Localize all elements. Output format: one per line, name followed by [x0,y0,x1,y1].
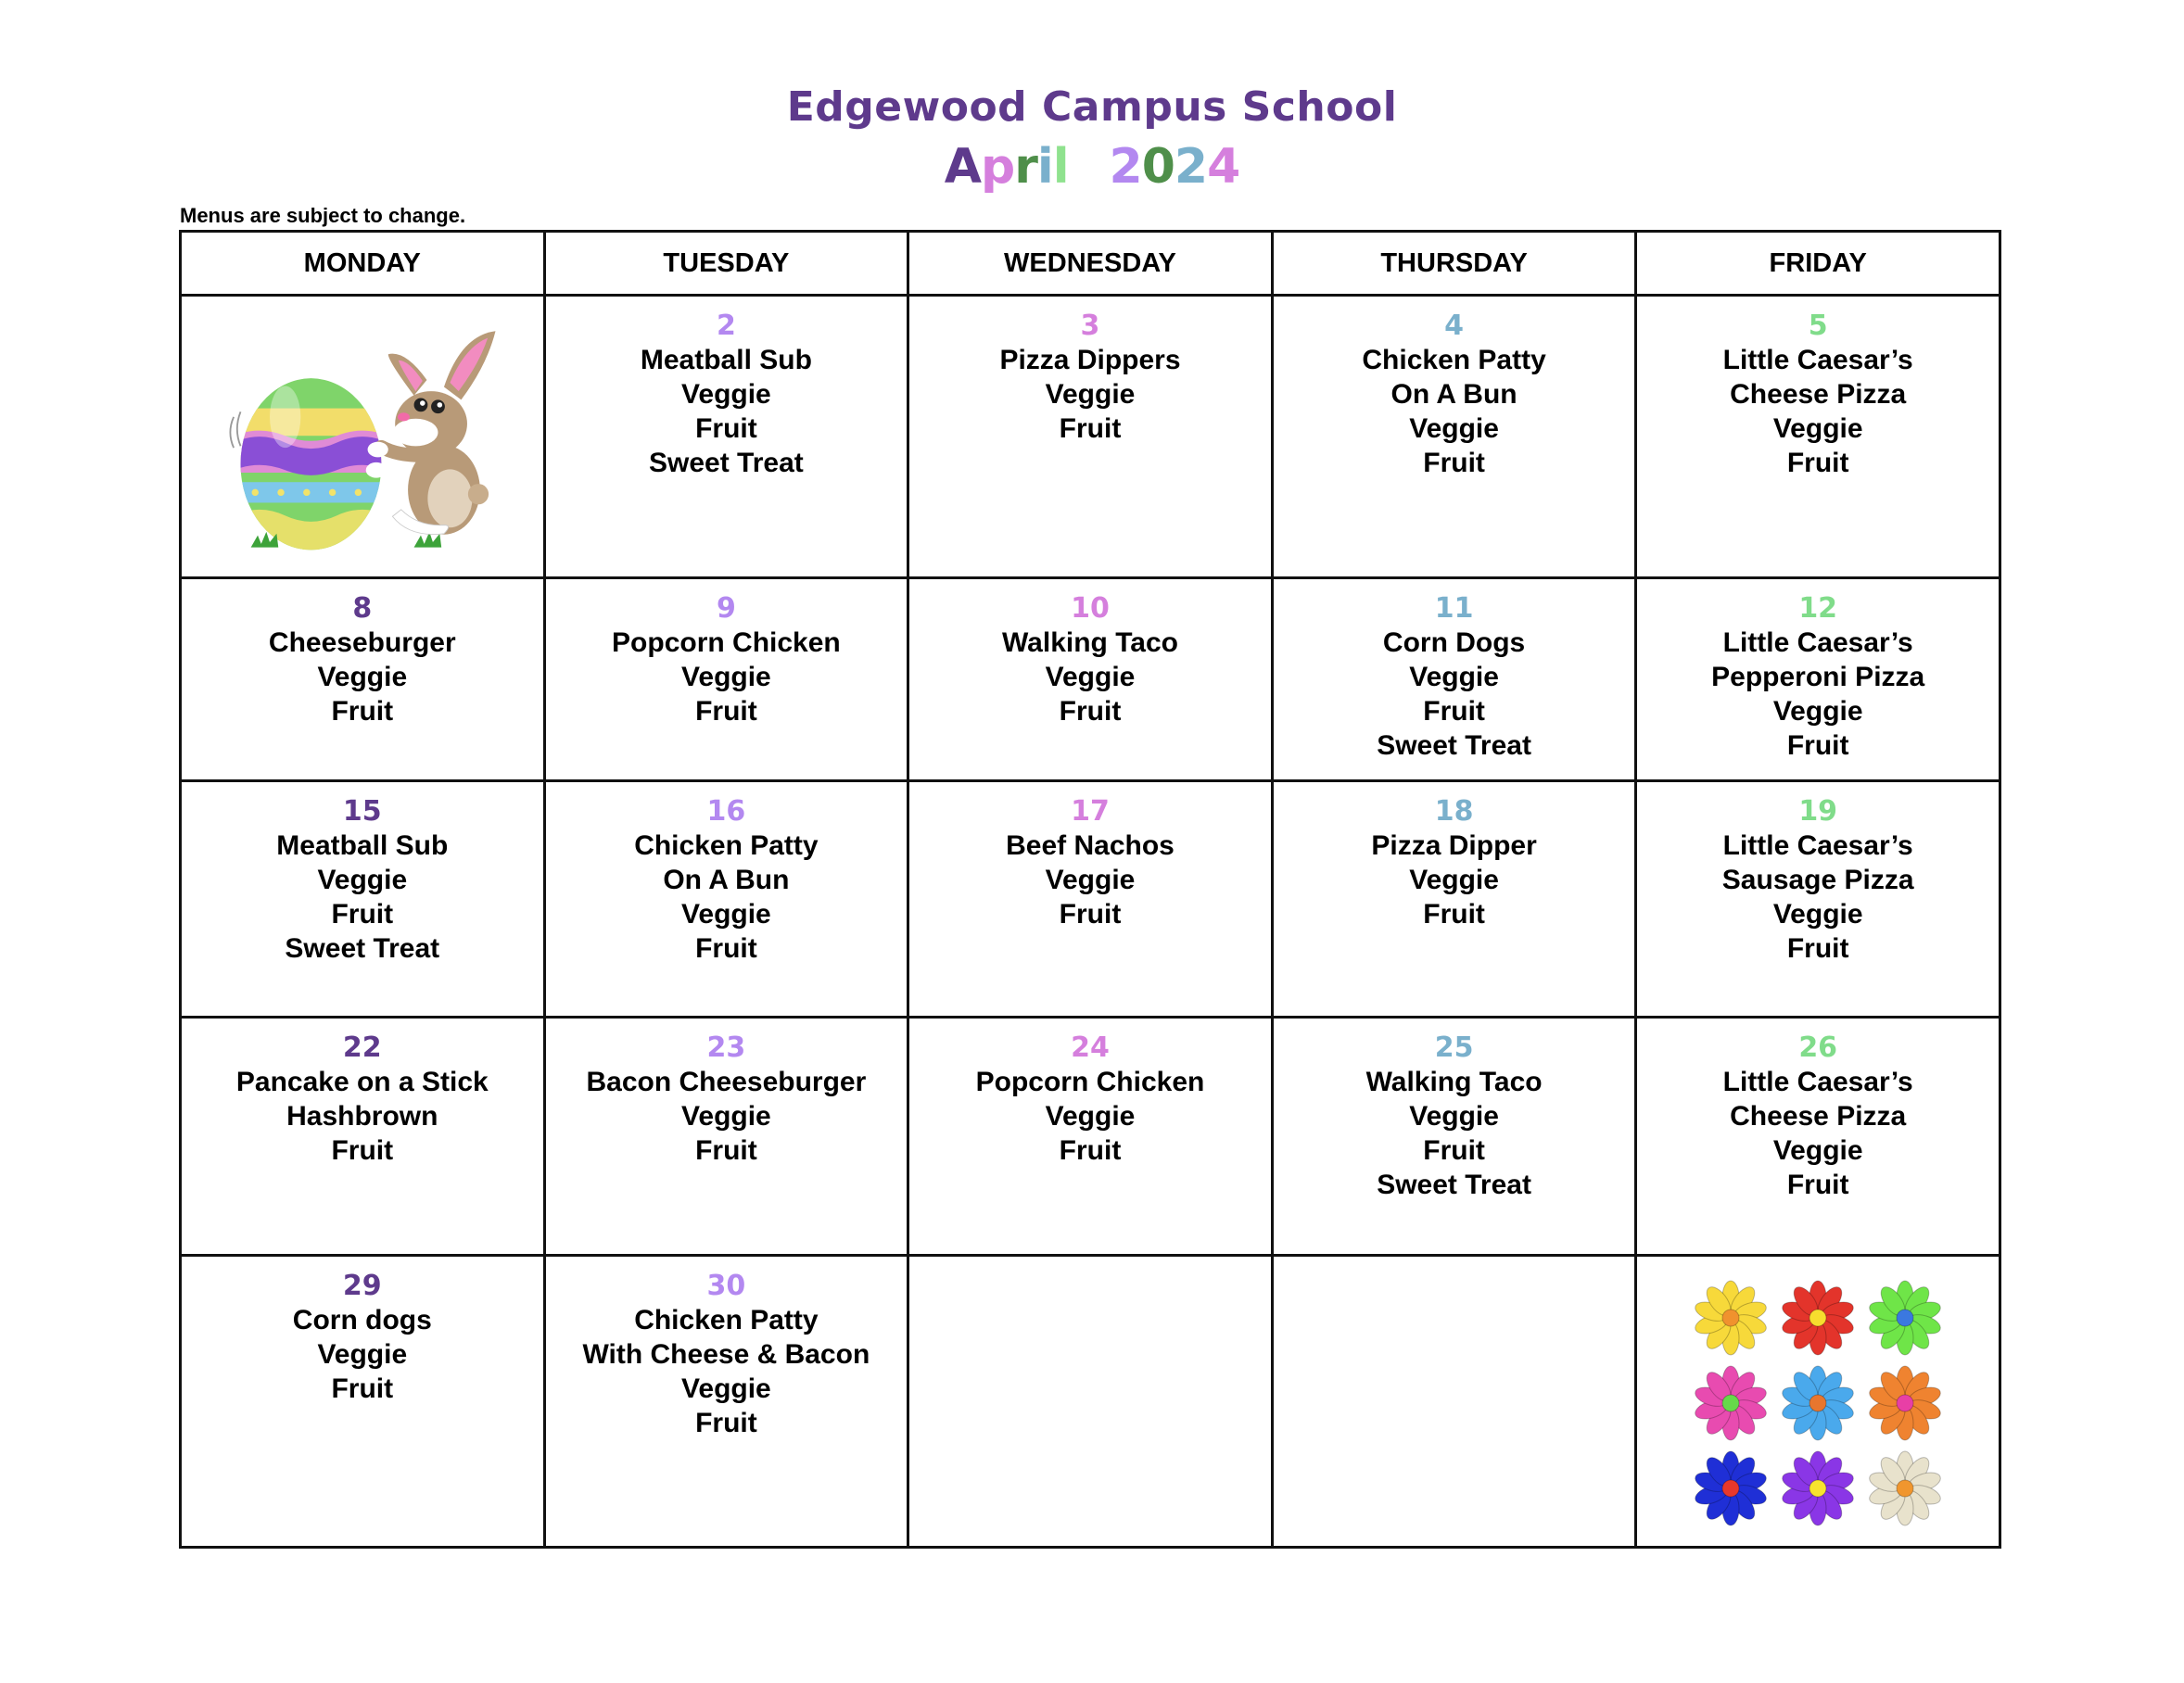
day-cell [181,1018,545,1256]
menu-item: Fruit [1423,899,1485,930]
menu-item: Little Caesar’s [1722,627,1913,658]
month-label [945,139,1069,195]
day-cell [1636,296,2000,578]
menu-item: Chicken Patty [1362,345,1546,375]
menu-item: Veggie [1409,865,1499,895]
menu-item: Fruit [695,1408,757,1438]
disclaimer-note: Menus are subject to change. [180,204,466,227]
menu-item: Veggie [681,662,771,692]
menu-item: Veggie [1045,1101,1136,1132]
day-cell [1636,578,2000,781]
header-thursday: THURSDAY [1272,232,1636,296]
menu-item: Pizza Dippers [999,345,1181,375]
menu-item: Veggie [1045,379,1136,410]
day-number: 17 [1071,795,1110,828]
flower-icon [1866,1364,1944,1442]
calendar-body [181,296,2000,1548]
flower-icon [1779,1449,1857,1527]
year-digit: 4 [1207,139,1240,195]
day-cell [544,781,908,1018]
menu-item: Pepperoni Pizza [1711,662,1925,692]
week-row [181,578,2000,781]
header-monday: MONDAY [181,232,545,296]
year-digit: 2 [1109,139,1142,195]
flower-icon [1779,1364,1857,1442]
menu-item: Veggie [1045,865,1136,895]
menu-item: Cheese Pizza [1730,1101,1907,1132]
menu-item: Veggie [1045,662,1136,692]
menu-item: Chicken Patty [634,830,819,861]
flower-icon [1692,1449,1770,1527]
day-number: 19 [1798,795,1838,828]
week-row [181,296,2000,578]
month-letter: p [980,139,1015,195]
day-cell [544,1256,908,1548]
easter-bunny-egg-icon [214,323,511,554]
menu-item: Fruit [1786,933,1849,964]
day-cell [544,578,908,781]
menu-item: Pancake on a Stick [235,1067,489,1097]
menu-item: Veggie [317,662,408,692]
week-row [181,1018,2000,1256]
empty-day-cell [1272,1256,1636,1548]
month-letter: A [944,139,981,195]
menu-item: Cheeseburger [268,627,456,658]
menu-item: Popcorn Chicken [975,1067,1205,1097]
menu-item: Sweet Treat [1377,1170,1531,1200]
year-label [1110,139,1240,195]
menu-item: Fruit [1059,1135,1122,1166]
menu-item: Hashbrown [286,1101,438,1132]
menu-item: Chicken Patty [634,1305,819,1335]
menu-item: Veggie [681,1101,771,1132]
menu-item: Fruit [1423,696,1485,727]
menu-item: Walking Taco [1365,1067,1543,1097]
menu-item: Veggie [1409,413,1499,444]
flower-icon [1692,1364,1770,1442]
menu-item: Veggie [1772,899,1863,930]
header-wednesday: WEDNESDAY [908,232,1273,296]
menu-item: Veggie [1409,1101,1499,1132]
day-cell [1636,781,2000,1018]
day-number: 4 [1444,310,1465,342]
day-cell [908,1018,1273,1256]
menu-item: Veggie [317,1339,408,1370]
menu-item: Sausage Pizza [1721,865,1914,895]
week-row [181,781,2000,1018]
month-year-title [0,139,2184,195]
day-number: 11 [1434,592,1474,625]
menu-item: Meatball Sub [276,830,449,861]
day-number: 24 [1071,1031,1110,1064]
day-cell [544,1018,908,1256]
menu-item: Fruit [1423,1135,1485,1166]
week-row [181,1256,2000,1548]
menu-item: Little Caesar’s [1722,345,1913,375]
year-digit: 0 [1141,139,1175,195]
day-number: 3 [1080,310,1100,342]
day-number: 18 [1434,795,1474,828]
menu-item: Veggie [1409,662,1499,692]
menu-item: Fruit [331,1135,394,1166]
day-cell [1272,781,1636,1018]
flowers-art-cell [1636,1256,2000,1548]
menu-item: Pizza Dipper [1371,830,1537,861]
menu-item: Walking Taco [1001,627,1178,658]
day-number: 30 [706,1270,746,1302]
day-cell [1636,1018,2000,1256]
menu-item: Fruit [1059,899,1122,930]
day-number: 23 [706,1031,746,1064]
day-number: 25 [1434,1031,1474,1064]
menu-item: On A Bun [1390,379,1517,410]
lunch-menu-calendar [179,230,2001,1549]
day-cell [908,578,1273,781]
menu-item: With Cheese & Bacon [582,1339,870,1370]
menu-item: Bacon Cheeseburger [586,1067,867,1097]
month-letter: i [1036,139,1053,195]
menu-item: Fruit [331,1373,394,1404]
day-number: 10 [1071,592,1110,625]
menu-item: On A Bun [663,865,790,895]
menu-item: Veggie [317,865,408,895]
menu-item: Veggie [1772,696,1863,727]
header-tuesday: TUESDAY [544,232,908,296]
day-cell [544,296,908,578]
menu-item: Beef Nachos [1006,830,1175,861]
day-number: 29 [342,1270,382,1302]
day-number: 8 [352,592,373,625]
menu-item: Veggie [1772,413,1863,444]
menu-item: Veggie [681,1373,771,1404]
day-number: 26 [1798,1031,1838,1064]
day-cell [1272,296,1636,578]
weekday-header-row [181,232,2000,296]
menu-item: Fruit [695,933,757,964]
menu-item: Fruit [1786,730,1849,761]
day-cell [908,296,1273,578]
day-number: 9 [716,592,736,625]
menu-item: Fruit [1786,448,1849,478]
menu-item: Veggie [1772,1135,1863,1166]
day-number: 15 [342,795,382,828]
menu-item: Sweet Treat [649,448,804,478]
menu-item: Fruit [695,1135,757,1166]
menu-item: Cheese Pizza [1730,379,1907,410]
menu-item: Sweet Treat [285,933,440,964]
day-cell [908,781,1273,1018]
menu-item: Fruit [1423,448,1485,478]
day-cell [181,578,545,781]
menu-item: Veggie [681,899,771,930]
menu-item: Fruit [331,899,394,930]
day-number: 5 [1808,310,1828,342]
flower-icon [1866,1279,1944,1357]
menu-item: Fruit [1059,413,1122,444]
menu-item: Fruit [1786,1170,1849,1200]
day-number: 2 [716,310,736,342]
day-cell [181,1256,545,1548]
empty-day-cell [908,1256,1273,1548]
menu-item: Fruit [695,696,757,727]
flower-icon [1866,1449,1944,1527]
month-letter: r [1014,139,1037,195]
menu-item: Popcorn Chicken [612,627,841,658]
menu-item: Veggie [681,379,771,410]
day-cell [1272,578,1636,781]
flower-icon [1692,1279,1770,1357]
menu-item: Fruit [1059,696,1122,727]
month-letter: l [1052,139,1069,195]
menu-item: Meatball Sub [640,345,812,375]
year-digit: 2 [1174,139,1208,195]
flower-icon [1779,1279,1857,1357]
menu-item: Corn dogs [292,1305,432,1335]
school-title: Edgewood Campus School [786,83,1398,131]
day-cell [181,781,545,1018]
menu-item: Little Caesar’s [1722,830,1913,861]
menu-item: Fruit [695,413,757,444]
menu-item: Sweet Treat [1377,730,1531,761]
menu-item: Little Caesar’s [1722,1067,1913,1097]
day-number: 16 [706,795,746,828]
easter-art-cell [181,296,545,578]
day-number: 12 [1798,592,1838,625]
menu-item: Fruit [331,696,394,727]
day-number: 22 [342,1031,382,1064]
day-cell [1272,1018,1636,1256]
header-friday: FRIDAY [1636,232,2000,296]
menu-item: Corn Dogs [1382,627,1526,658]
flower-grid [1637,1279,1999,1527]
